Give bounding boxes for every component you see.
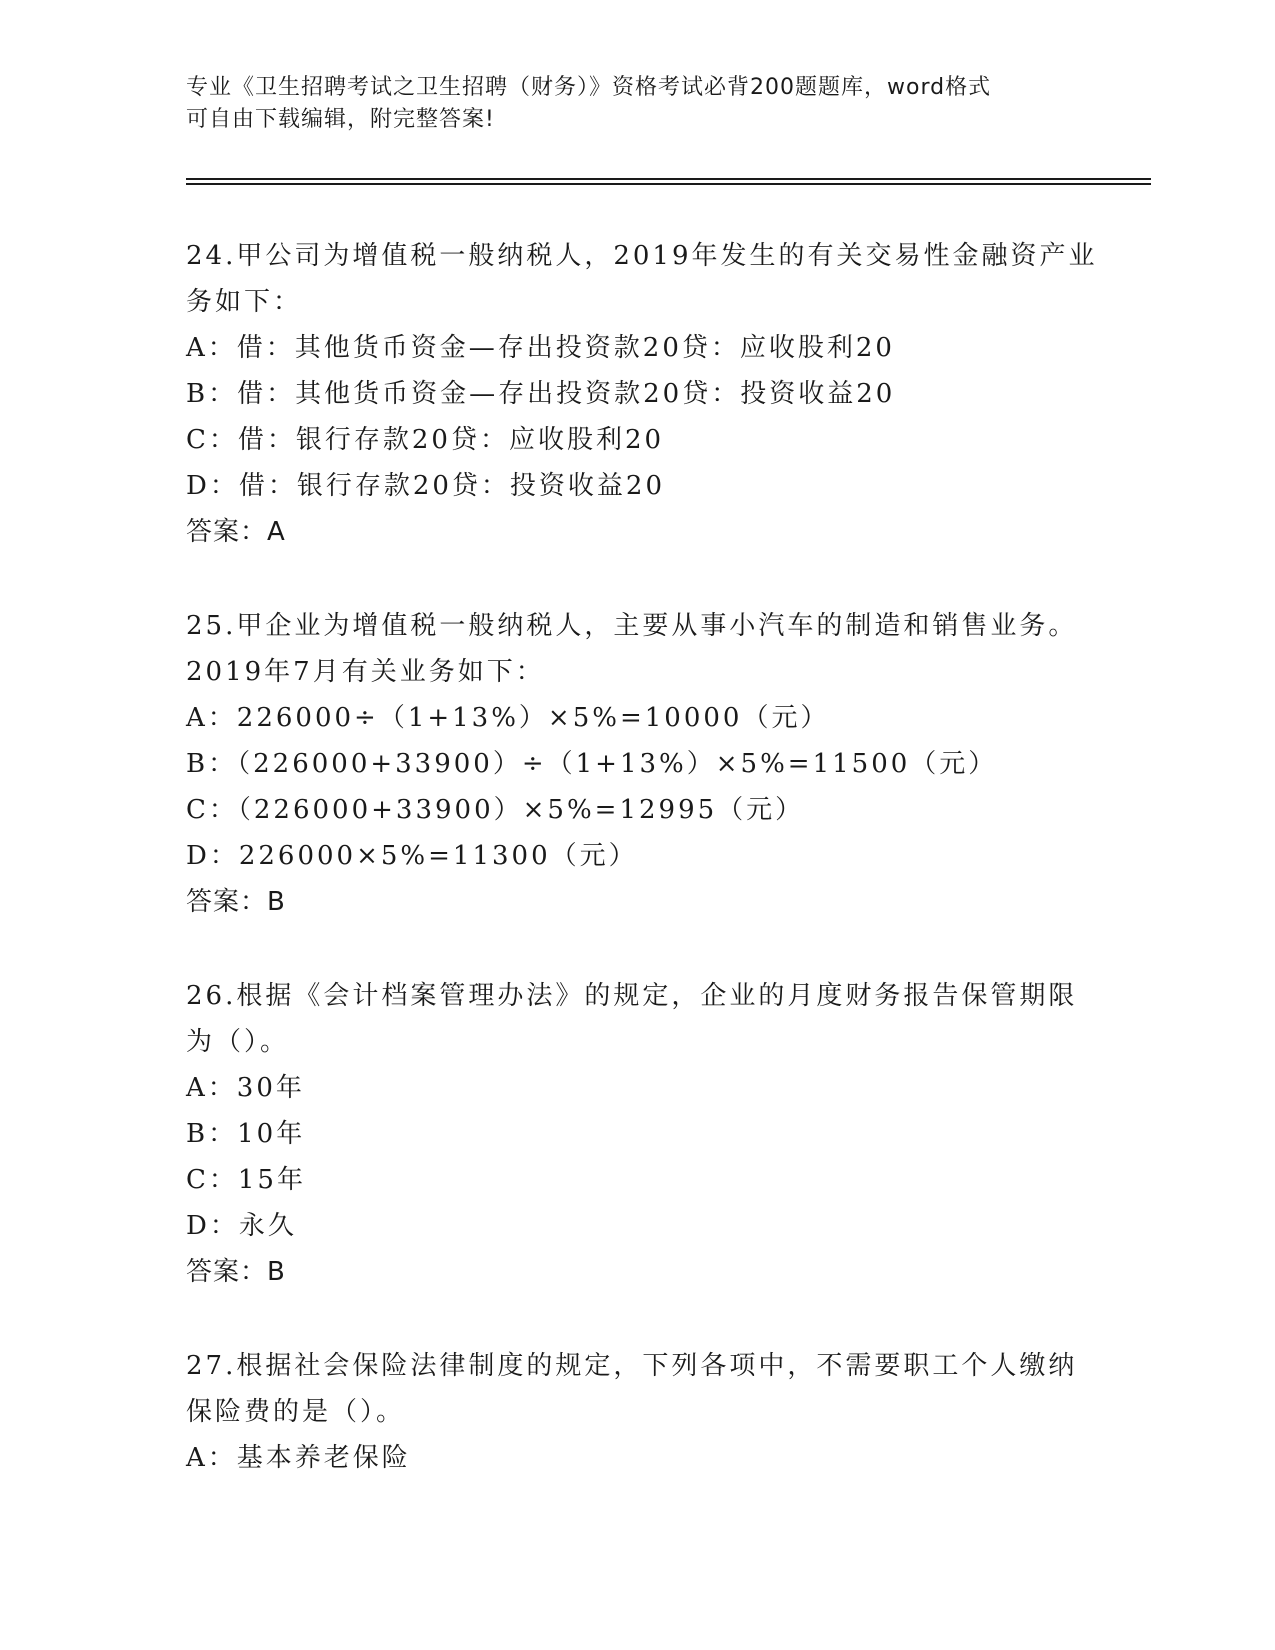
header-line-2: 可自由下载编辑，附完整答案!: [186, 107, 495, 132]
question-stem-line: 26.根据《会计档案管理办法》的规定，企业的月度财务报告保管期限: [186, 981, 1078, 1011]
option-d: D：226000×5%=11300（元）: [186, 841, 638, 871]
option-a: A：226000÷（1+13%）×5%=10000（元）: [186, 703, 830, 733]
question-stem-line: 24.甲公司为增值税一般纳税人，2019年发生的有关交易性金融资产业: [186, 241, 1098, 271]
answer-line: 答案：B: [186, 1257, 286, 1287]
document-header: [186, 72, 1086, 136]
question-stem-line: 为（）。: [186, 1027, 290, 1057]
header-divider-bottom: [186, 183, 1151, 185]
question-list: [186, 233, 1126, 1529]
question-stem-line: 27.根据社会保险法律制度的规定，下列各项中，不需要职工个人缴纳: [186, 1351, 1078, 1381]
option-a: A：基本养老保险: [186, 1443, 411, 1473]
question-26: [186, 973, 1126, 1295]
option-b: B：10年: [186, 1119, 306, 1149]
option-d: D：借：银行存款20贷：投资收益20: [186, 471, 666, 501]
answer-line: 答案：A: [186, 517, 286, 547]
option-c: C：15年: [186, 1165, 306, 1195]
question-24: [186, 233, 1126, 555]
question-stem-line: 保险费的是（）。: [186, 1397, 406, 1427]
option-b: B：（226000+33900）÷（1+13%）×5%=11500（元）: [186, 749, 998, 779]
header-divider-top: [186, 178, 1151, 180]
option-c: C：借：银行存款20贷：应收股利20: [186, 425, 665, 455]
question-27: [186, 1343, 1126, 1481]
answer-line: 答案：B: [186, 887, 286, 917]
question-25: [186, 603, 1126, 925]
question-stem-line: 务如下：: [186, 287, 303, 317]
option-a: A：30年: [186, 1073, 305, 1103]
option-b: B：借：其他货币资金—存出投资款20贷：投资收益20: [186, 379, 896, 409]
option-d: D：永久: [186, 1211, 297, 1241]
question-stem-line: 2019年7月有关业务如下：: [186, 657, 545, 687]
header-line-1: 专业《卫生招聘考试之卫生招聘（财务）》资格考试必背200题题库，word格式: [186, 75, 992, 100]
option-a: A：借：其他货币资金—存出投资款20贷：应收股利20: [186, 333, 895, 363]
question-stem-line: 25.甲企业为增值税一般纳税人，主要从事小汽车的制造和销售业务。: [186, 611, 1078, 641]
option-c: C：（226000+33900）×5%=12995（元）: [186, 795, 805, 825]
